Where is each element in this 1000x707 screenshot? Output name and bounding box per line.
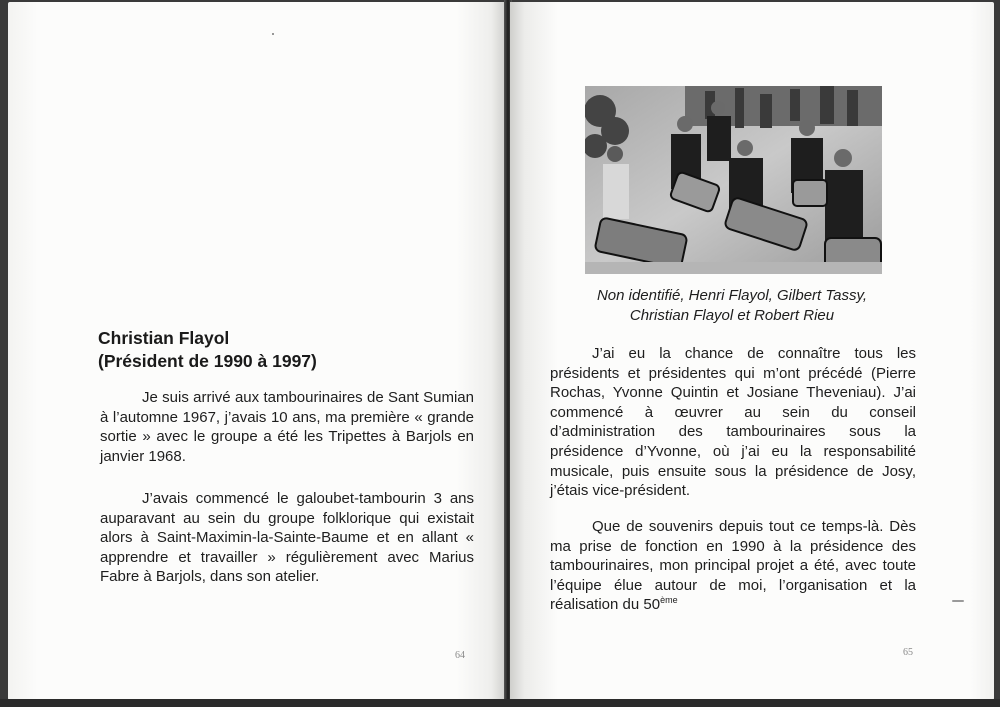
heading-subtitle: (Président de 1990 à 1997) [98,351,317,371]
right-page [510,2,994,700]
caption-line-1: Non identifié, Henri Flayol, Gilbert Tassy, [596,287,868,304]
superscript-eme: ème [660,595,678,606]
caption-line-2: Christian Flayol et Robert Rieu [629,306,835,324]
left-page [8,2,506,700]
right-paragraph-2-text: Que de souvenirs depuis tout ce temps-là. Dès ma prise de fonction en 1990 à la présidence des tambourinaires, mon principal projet a été, avec toute l’équipe élue autour de moi, l’organisation et la réalisation du 50 [550,518,916,614]
paper-speck [272,33,274,35]
left-paragraph-2: J’avais commencé le galoubet-tambourin 3 ans auparavant au sein du groupe folklorique qui existait alors à Saint-Maximin-la-Sainte-Baume et en allant « apprendre et travailler » régulièrement avec Marius Fabre à Barjols, dans son atelier. [100,490,474,586]
photo-caption [552,286,912,325]
bottom-edge [0,699,1000,707]
page-number-right: 65 [903,647,913,658]
right-paragraph-2 [550,517,916,615]
margin-mark [952,600,964,602]
right-paragraph-1: J’ai eu la chance de connaître tous les présidents et présidentes qui m’ont précédé (Pierre Rochas, Yvonne Quintin et Josiane Theveniau). J’ai commencé à œuvrer au sein du conseil d’administration des tambourinaires sous la présidence d’Yvonne, où j’ai eu la responsabilité musicale, puis ensuite sous la présidence de Josy, j’étais vice-président. [550,345,916,500]
page-number-left: 64 [455,650,465,661]
section-heading [98,327,478,373]
left-paragraph-1: Je suis arrivé aux tambourinaires de Sant Sumian à l’automne 1967, j’avais 10 ans, ma première « grande sortie » avec le groupe a été les Tripettes à Barjols en janvier 1968. [100,389,474,465]
heading-name: Christian Flayol [98,328,230,348]
photo-image-icon [585,86,882,274]
photograph [585,86,882,274]
